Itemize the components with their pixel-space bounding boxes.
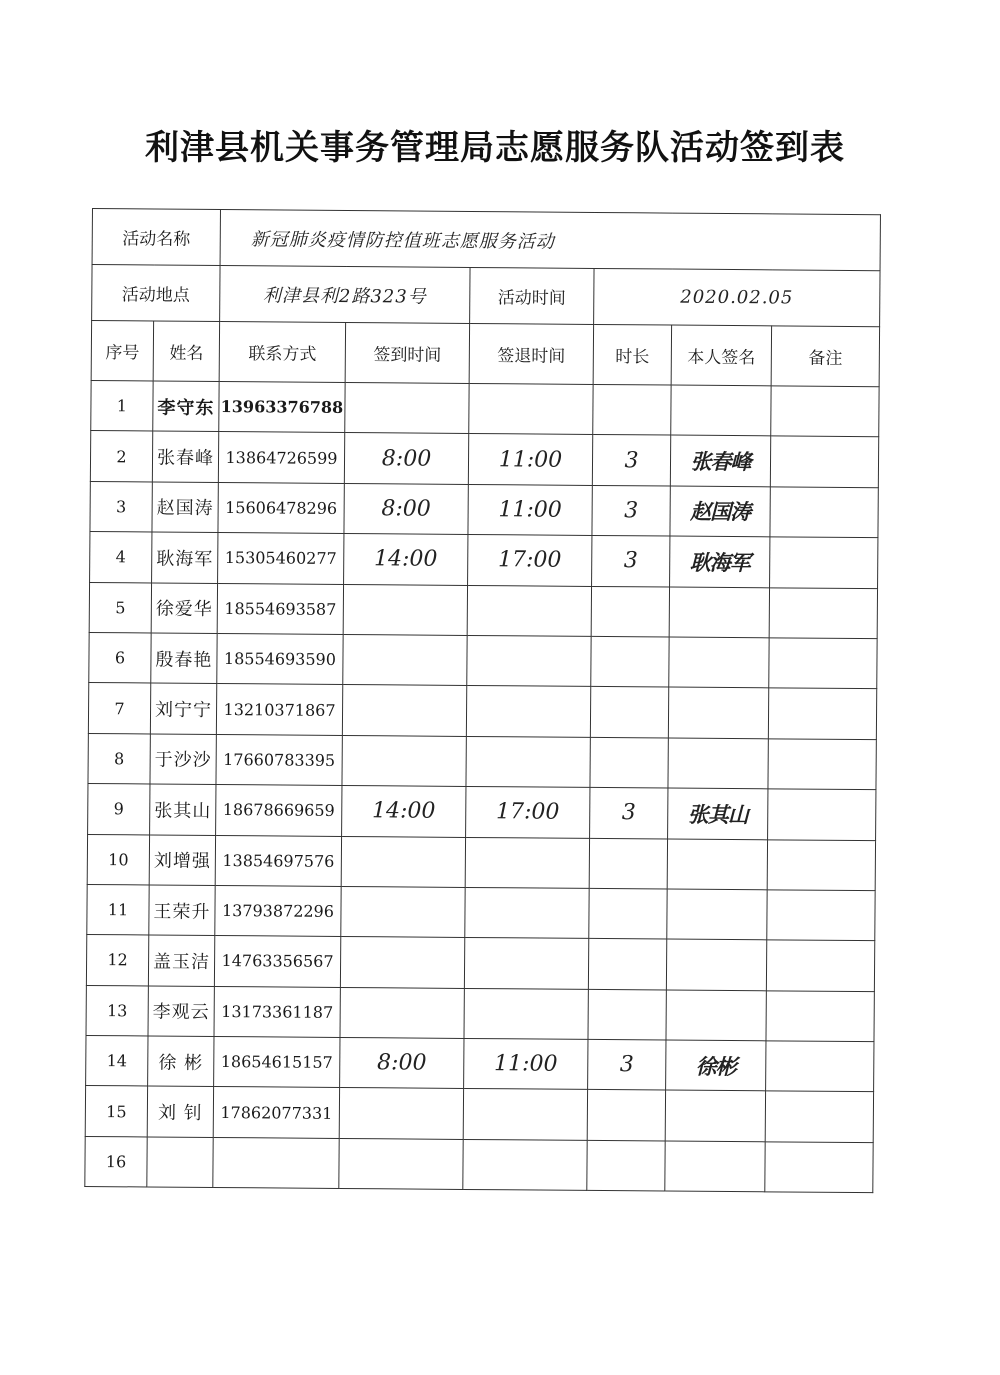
row-name-cell (147, 1086, 213, 1137)
header-duration: 时长 (593, 324, 671, 385)
row-duration-cell (590, 788, 668, 839)
row-signature: 徐彬 (695, 1053, 736, 1079)
activity-location-value (220, 266, 470, 324)
row-seq-cell (86, 935, 148, 986)
row-phone-cell (214, 986, 340, 1037)
row-seq: 16 (105, 1152, 127, 1172)
row-seq-cell (88, 733, 150, 784)
row-duration-cell (592, 435, 670, 486)
row-name: 张春峰 (156, 447, 215, 470)
activity-time-text: 2020.02.05 (680, 286, 794, 309)
row-duration-cell (589, 888, 667, 939)
row-duration: 3 (624, 447, 639, 473)
table-row (90, 532, 878, 589)
row-phone: 18554693587 (224, 598, 337, 619)
row-name-cell (151, 583, 217, 634)
row-phone: 18554693590 (223, 649, 337, 670)
row-signature-cell (669, 637, 769, 688)
row-seq: 1 (116, 396, 128, 416)
header-signin: 签到时间 (345, 322, 469, 383)
table-row (86, 935, 874, 992)
row-signout: 17:00 (495, 799, 560, 826)
row-remark-cell (768, 688, 876, 739)
signin-sheet (84, 208, 880, 1193)
row-signout: 11:00 (493, 1051, 558, 1077)
row-seq: 11 (107, 900, 129, 920)
row-name: 耿海军 (156, 548, 214, 570)
row-duration: 3 (619, 1052, 634, 1078)
row-signature-cell (668, 687, 768, 738)
row-signature: 耿海军 (689, 549, 750, 576)
row-seq: 8 (114, 749, 125, 769)
row-remark-cell (770, 436, 878, 487)
row-phone: 14763356567 (221, 951, 334, 972)
row-name: 徐爱华 (155, 598, 213, 621)
row-signin-cell (340, 937, 464, 988)
row-signin-cell (343, 584, 467, 635)
page-title: 利津县机关事务管理局志愿服务队活动签到表 (145, 128, 845, 168)
row-signature-cell (671, 385, 771, 436)
row-name-cell (152, 532, 218, 583)
row-signin-cell (340, 1038, 464, 1089)
row-signout-cell (466, 787, 590, 838)
row-name-cell (148, 1036, 214, 1087)
row-phone: 13793872296 (221, 901, 335, 922)
row-name-cell (152, 431, 218, 482)
row-signin-cell (339, 1138, 463, 1189)
row-seq-cell (90, 532, 152, 583)
row-name: 殷春艳 (155, 649, 213, 671)
row-name-cell (152, 482, 218, 533)
row-seq-cell (87, 884, 149, 935)
row-duration-cell (591, 586, 669, 637)
row-name-cell (149, 885, 215, 936)
row-signout-cell (465, 887, 589, 938)
row-seq: 13 (106, 1001, 128, 1021)
row-phone-cell (216, 785, 342, 836)
row-remark-cell (769, 587, 877, 638)
row-phone-cell (215, 835, 341, 886)
row-remark-cell (768, 789, 876, 840)
row-signature: 张春峰 (690, 448, 751, 475)
row-phone: 15305460277 (224, 548, 337, 569)
activity-name-label: 活动名称 (92, 209, 220, 266)
row-name: 张其山 (154, 800, 212, 822)
row-signature-cell (668, 788, 768, 839)
row-signout-cell (463, 1089, 587, 1140)
row-signout-cell (464, 938, 588, 989)
row-signin-cell (344, 433, 468, 484)
row-phone-cell (214, 1037, 340, 1088)
row-seq-cell (89, 582, 151, 633)
table-row (88, 784, 876, 841)
row-signature-cell (666, 939, 766, 990)
row-signout-cell (467, 585, 591, 636)
row-seq: 6 (114, 648, 126, 668)
row-signout: 17:00 (497, 547, 562, 574)
row-remark-cell (765, 1142, 873, 1193)
row-duration-cell (587, 1140, 665, 1191)
row-seq-cell (91, 380, 153, 431)
table-row (85, 1136, 873, 1193)
row-signin-cell (344, 483, 468, 534)
row-signout-cell (464, 988, 588, 1039)
row-signature-cell (670, 486, 770, 537)
row-duration-cell (591, 636, 669, 687)
header-contact: 联系方式 (219, 322, 345, 383)
row-signature-cell (670, 435, 770, 486)
row-seq: 3 (115, 497, 127, 517)
row-signout: 11:00 (498, 497, 562, 523)
row-seq-cell (88, 683, 150, 734)
row-phone-cell (213, 1087, 339, 1138)
row-remark-cell (766, 940, 874, 991)
row-phone-cell (213, 1137, 339, 1188)
row-signin-cell (344, 534, 468, 585)
row-signin: 14:00 (371, 798, 436, 825)
row-phone: 18654615157 (220, 1052, 333, 1073)
row-seq: 7 (114, 698, 125, 718)
row-signin-cell (339, 1088, 463, 1139)
row-remark-cell (769, 638, 877, 689)
row-signature-cell (665, 1091, 765, 1142)
row-name: 刘 钊 (157, 1102, 203, 1125)
row-name-cell (148, 986, 214, 1037)
row-signout-cell (467, 635, 591, 686)
row-duration-cell (588, 939, 666, 990)
row-signout: 11:00 (498, 446, 563, 473)
table-row (90, 481, 878, 538)
row-signin-cell (342, 735, 466, 786)
row-duration-cell (588, 989, 666, 1040)
row-remark-cell (770, 537, 878, 588)
activity-name-value (220, 210, 880, 271)
row-duration: 3 (624, 498, 639, 524)
row-name: 赵国涛 (156, 497, 214, 520)
row-phone-cell (219, 382, 345, 433)
row-phone-cell (217, 583, 343, 634)
header-row (91, 321, 879, 387)
activity-location-row (92, 265, 880, 327)
row-name: 李守东 (157, 397, 215, 419)
row-name-cell (150, 683, 216, 734)
row-name-cell (147, 1137, 213, 1188)
row-phone-cell (218, 482, 344, 533)
row-seq: 14 (106, 1051, 128, 1071)
signin-table (84, 208, 881, 1193)
row-signin-cell (340, 987, 464, 1038)
row-signin: 8:00 (381, 496, 431, 522)
row-name-cell (150, 734, 216, 785)
row-signout-cell (468, 535, 592, 586)
activity-location-label: 活动地点 (92, 265, 220, 322)
row-seq-cell (89, 632, 151, 683)
table-row (85, 1086, 873, 1143)
row-seq: 2 (116, 446, 127, 466)
row-signin-cell (345, 382, 469, 433)
row-signin-cell (342, 685, 466, 736)
row-name: 王荣升 (153, 901, 211, 923)
row-seq-cell (86, 985, 148, 1036)
table-row (90, 431, 878, 488)
row-remark-cell (767, 890, 875, 941)
row-name: 盖玉洁 (152, 951, 211, 973)
row-signout-cell (465, 837, 589, 888)
row-signout-cell (463, 1139, 587, 1190)
row-signature-cell (665, 1141, 765, 1192)
row-duration: 3 (621, 800, 636, 826)
row-phone: 15606478296 (225, 498, 338, 518)
row-seq: 15 (106, 1101, 127, 1121)
table-row (86, 1036, 874, 1093)
row-phone-cell (216, 734, 342, 785)
row-name: 刘宁宁 (154, 699, 213, 721)
row-signout-cell (466, 736, 590, 787)
row-name: 李观云 (152, 1001, 210, 1024)
row-seq: 9 (113, 799, 124, 819)
row-remark-cell (765, 1091, 873, 1142)
activity-name-row (92, 209, 880, 271)
header-signout: 签退时间 (469, 323, 593, 384)
row-seq: 4 (115, 547, 126, 567)
activity-location-text: 利津县利2路323号 (262, 284, 427, 308)
row-phone-cell (217, 633, 343, 684)
row-signature-cell (667, 889, 767, 940)
row-seq-cell (88, 784, 150, 835)
table-row (89, 632, 877, 689)
row-remark-cell (771, 386, 879, 437)
row-signin: 8:00 (376, 1050, 427, 1076)
row-signin-cell (341, 886, 465, 937)
row-remark-cell (766, 991, 874, 1042)
header-seq: 序号 (91, 321, 153, 381)
activity-time-value (594, 268, 880, 326)
row-remark-cell (767, 839, 875, 890)
row-duration-cell (593, 384, 671, 435)
row-name: 徐 彬 (158, 1052, 204, 1074)
row-seq: 10 (108, 849, 129, 870)
row-phone: 13210371867 (223, 699, 336, 720)
row-name-cell (148, 935, 214, 986)
row-phone: 17862077331 (220, 1102, 333, 1123)
row-phone-cell (214, 936, 340, 987)
table-row (88, 733, 876, 790)
row-name-cell (153, 381, 219, 432)
row-signin-cell (343, 634, 467, 685)
row-signin: 8:00 (381, 445, 432, 472)
row-signature-cell (669, 587, 769, 638)
row-signout-cell (466, 686, 590, 737)
row-remark-cell (766, 1041, 874, 1092)
row-name: 于沙沙 (154, 749, 212, 772)
row-duration: 3 (623, 548, 638, 574)
table-row (87, 834, 875, 891)
row-signature-cell (668, 738, 768, 789)
row-duration-cell (587, 1090, 665, 1141)
row-remark-cell (770, 487, 878, 538)
row-phone: 17660783395 (223, 749, 336, 770)
row-phone: 18678669659 (222, 800, 335, 821)
row-phone: 13173361187 (221, 1001, 334, 1022)
row-duration-cell (588, 1039, 666, 1090)
row-seq: 5 (115, 597, 126, 618)
row-seq-cell (90, 481, 152, 532)
row-phone: 13854697576 (222, 850, 335, 871)
row-phone-cell (216, 684, 342, 735)
row-phone-cell (215, 885, 341, 936)
row-signout-cell (469, 383, 593, 434)
row-signin-cell (342, 786, 466, 837)
header-name: 姓名 (153, 321, 219, 382)
header-signature: 本人签名 (671, 325, 771, 386)
row-duration-cell (590, 737, 668, 788)
row-name-cell (150, 784, 216, 835)
row-seq-cell (90, 431, 152, 482)
row-signature: 赵国涛 (690, 499, 751, 525)
row-signout-cell (464, 1039, 588, 1090)
row-seq-cell (85, 1136, 147, 1187)
table-row (86, 985, 874, 1042)
row-seq: 12 (107, 950, 128, 970)
row-remark-cell (768, 739, 876, 790)
row-seq-cell (86, 1036, 148, 1087)
row-duration-cell (590, 687, 668, 738)
row-signature-cell (670, 536, 770, 587)
row-signin: 14:00 (373, 546, 438, 573)
row-seq-cell (85, 1086, 147, 1137)
header-remark: 备注 (771, 326, 879, 387)
row-signin-cell (341, 836, 465, 887)
row-phone: 13963376788 (220, 397, 344, 418)
table-row (89, 582, 877, 639)
row-phone-cell (218, 533, 344, 584)
row-signature: 张其山 (687, 801, 748, 827)
row-signature-cell (666, 990, 766, 1041)
table-row (91, 380, 879, 437)
row-name: 刘增强 (153, 850, 211, 873)
row-seq-cell (87, 834, 149, 885)
row-name-cell (151, 633, 217, 684)
row-name-cell (149, 834, 215, 885)
row-duration-cell (589, 838, 667, 889)
row-phone-cell (218, 432, 344, 483)
table-row (87, 884, 875, 941)
row-signout-cell (468, 484, 592, 535)
row-duration-cell (592, 485, 670, 536)
row-signature-cell (667, 839, 767, 890)
row-signout-cell (468, 434, 592, 485)
table-row (88, 683, 876, 740)
activity-time-label: 活动时间 (470, 267, 594, 324)
row-duration-cell (592, 536, 670, 587)
row-phone: 13864726599 (225, 447, 338, 468)
activity-name-text: 新冠肺炎疫情防控值班志愿服务活动 (250, 228, 555, 253)
row-signature-cell (666, 1040, 766, 1091)
